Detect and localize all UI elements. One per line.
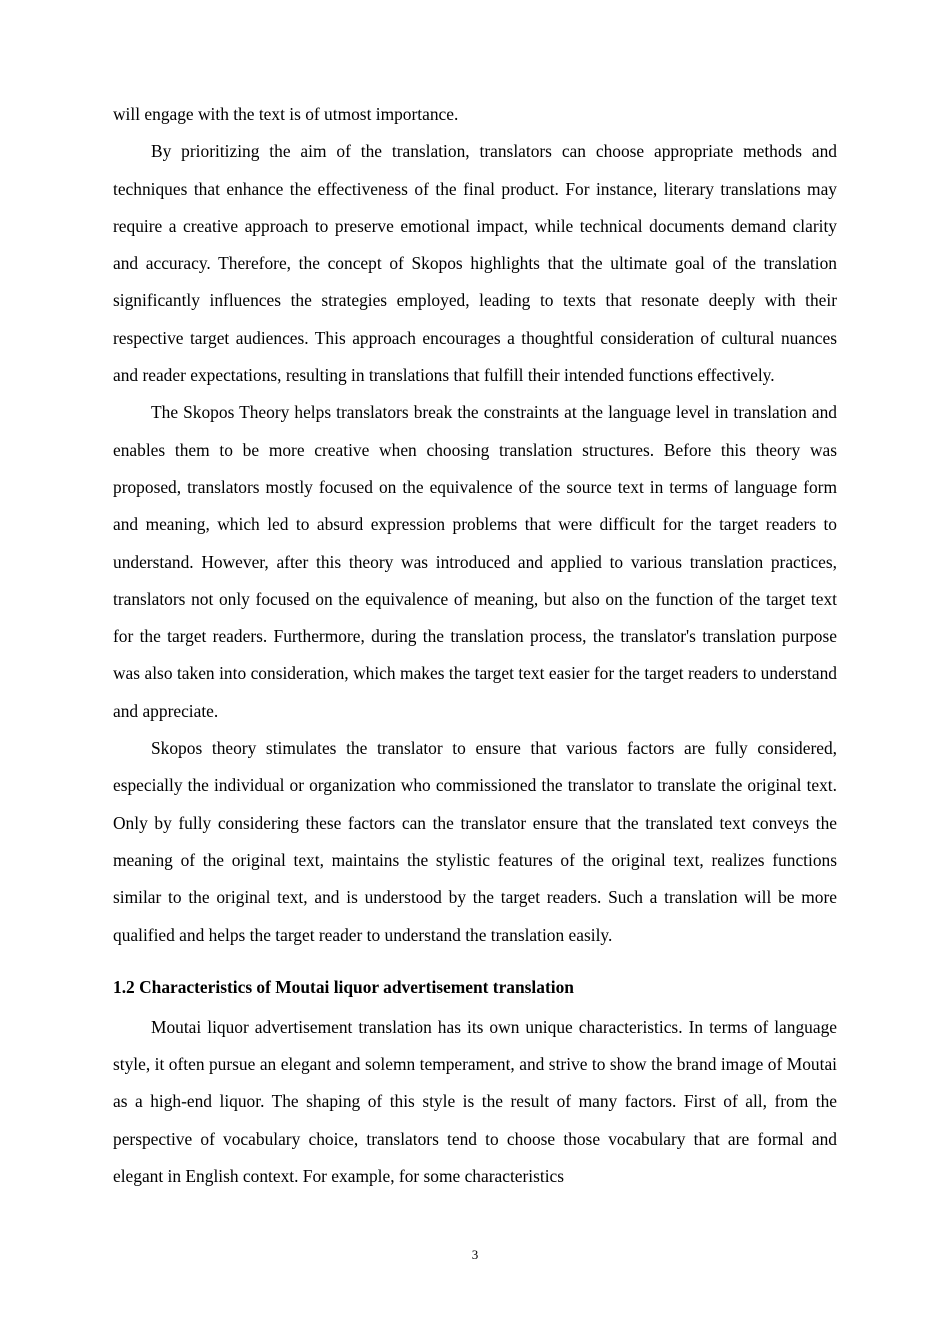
document-page: [113, 96, 837, 1195]
paragraph-4: Skopos theory stimulates the translator to ensure that various factors are fully considered, especially the individual or organization who commissioned the translator to translate the original text. Only by fully considering these factors can the translator ensure that the translated text conveys the meaning of the original text, maintains the stylistic features of the original text, realizes functions similar to the original text, and is understood by the target readers. Such a translation will be more qualified and helps the target reader to understand the translation easily.: [113, 738, 837, 945]
paragraph-3: The Skopos Theory helps translators break the constraints at the language level in translation and enables them to be more creative when choosing translation structures. Before this theory was proposed, translators mostly focused on the equivalence of the source text in terms of language form and meaning, which led to absurd expression problems that were difficult for the target readers to understand. However, after this theory was introduced and applied to various translation practices, translators not only focused on the equivalence of meaning, but also on the function of the target text for the target readers. Furthermore, during the translation process, the translator's translation purpose was also taken into consideration, which makes the target text easier for the target readers to understand and appreciate.: [113, 402, 837, 721]
section-heading: 1.2 Characteristics of Moutai liquor advertisement translation: [113, 976, 574, 997]
page-number: 3: [471, 1247, 479, 1262]
paragraph-2: By prioritizing the aim of the translation, translators can choose appropriate methods and techniques that enhance the effectiveness of the final product. For instance, literary translations may require a creative approach to preserve emotional impact, while technical documents demand clarity and accuracy. Therefore, the concept of Skopos highlights that the ultimate goal of the translation significantly influences the strategies employed, leading to texts that resonate deeply with their respective target audiences. This approach encourages a thoughtful consideration of cultural nuances and reader expectations, resulting in translations that fulfill their intended functions effectively.: [113, 141, 837, 386]
paragraph-5: Moutai liquor advertisement translation has its own unique characteristics. In terms of language style, it often pursue an elegant and solemn temperament, and strive to show the brand image of Moutai as a high-end liquor. The shaping of this style is the result of many factors. First of all, from the perspective of vocabulary choice, translators tend to choose those vocabulary that are formal and elegant in English context. For example, for some characteristics: [113, 1016, 837, 1187]
paragraph-1: will engage with the text is of utmost importance.: [113, 104, 459, 124]
